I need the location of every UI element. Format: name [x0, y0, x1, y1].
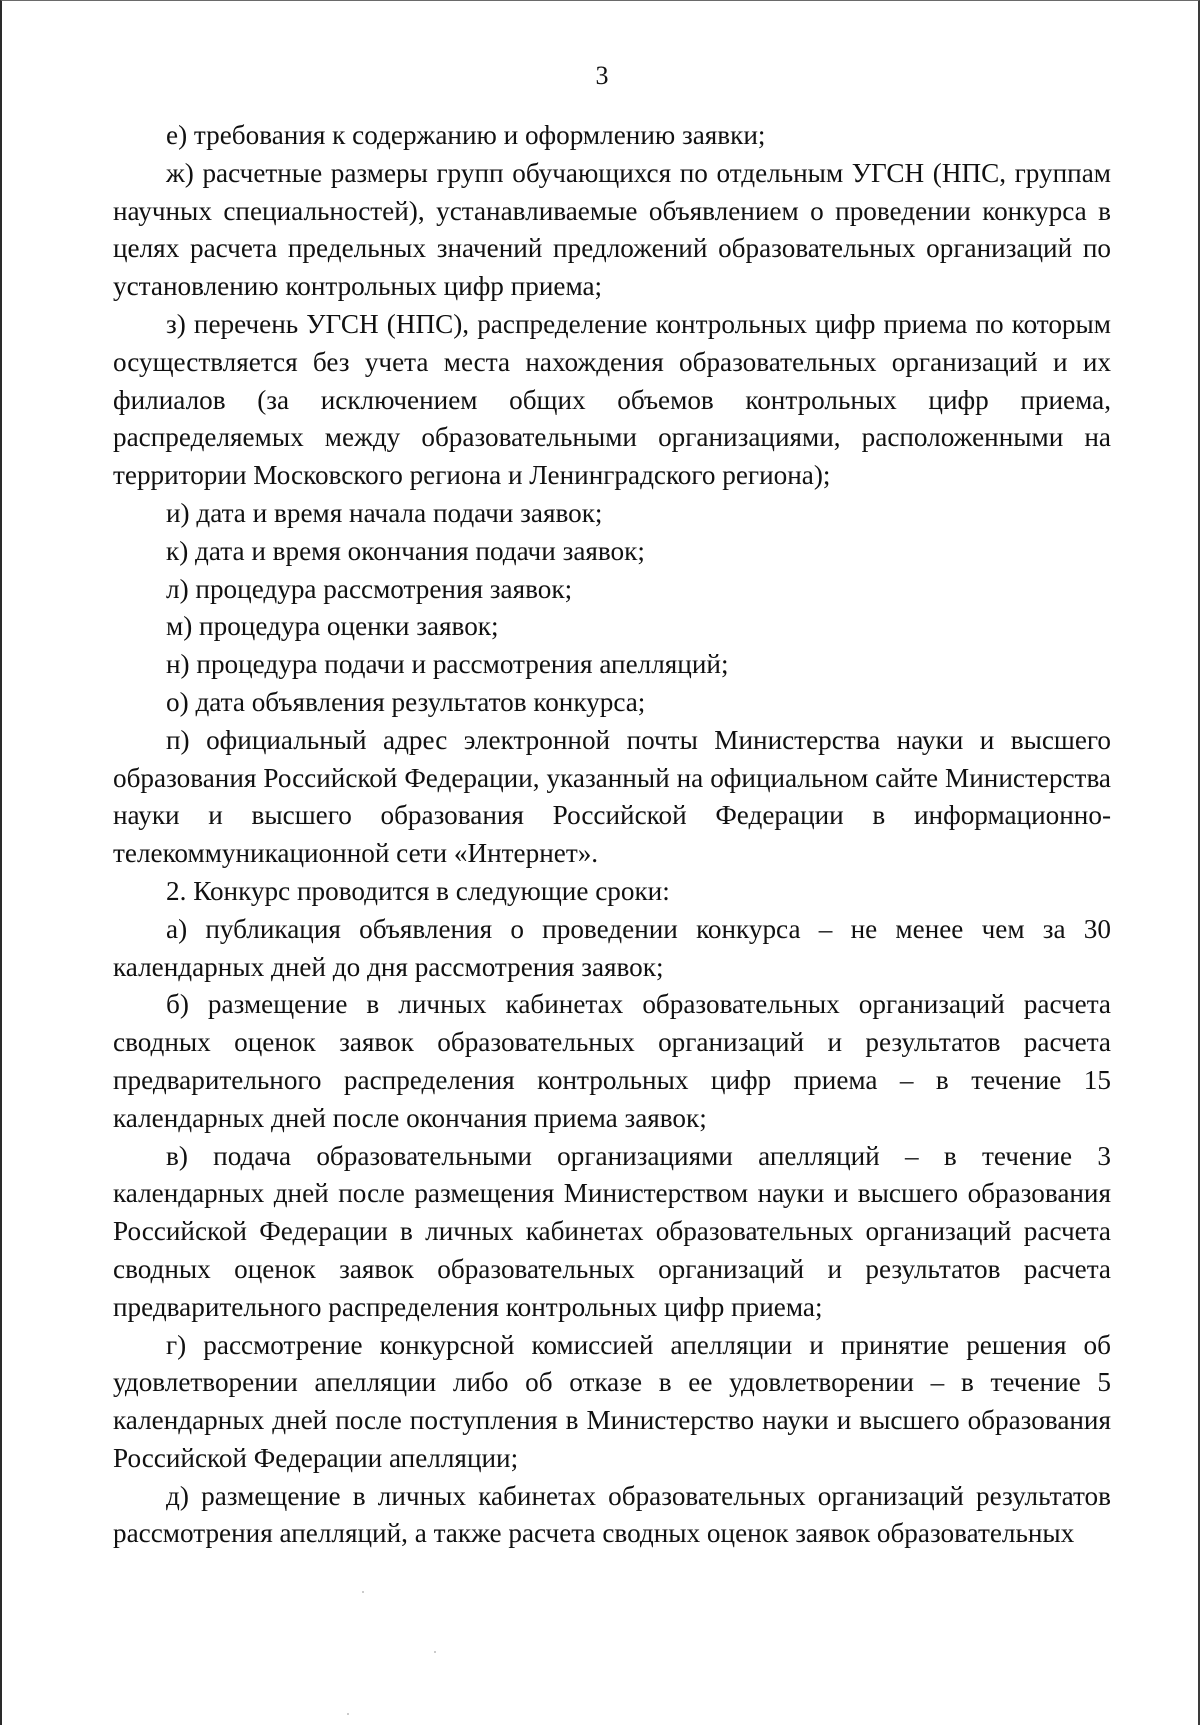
page-number: 3 [595, 61, 609, 90]
paragraph-g-appeal-review: г) рассмотрение конкурсной комиссией апелляции и принятие решения об удовлетворении апелляции либо об отказе в ее удовлетворении – в течение 5 календарных дней после поступления в Министерство науки и высшего образования Российской Федерации апелляции; [113, 1329, 1111, 1473]
paragraph-zh-group-sizes: ж) расчетные размеры групп обучающихся по отдельным УГСН (НПС, группам научных специальностей), устанавливаемые объявлением о проведении конкурса в целях расчета предельных значений предложений образовательных организаций по установлению контрольных цифр приема; [113, 157, 1111, 302]
paragraph-d-results-placement: д) размещение в личных кабинетах образовательных организаций результатов рассмотрения апелляций, а также расчета сводных оценок заявок образовательных [113, 1480, 1111, 1549]
paragraph-b-placement: б) размещение в личных кабинетах образовательных организаций расчета сводных оценок заявок образовательных организаций и результатов расчета предварительного распределения контрольных цифр приема – в течение 15 календарных дней после окончания приема заявок; [113, 989, 1111, 1133]
paragraph-e-application-requirements: е) требования к содержанию и оформлению заявки; [166, 120, 766, 150]
paragraph-z-ugsn-list: з) перечень УГСН (НПС), распределение контрольных цифр приема по которым осуществляется без учета места нахождения образовательных организаций и их филиалов (за исключением общих объемов контрольных цифр приема, распределяемых между образовательными организациями, расположенными на территории Московского региона и Ленинградского региона); [113, 308, 1111, 491]
scan-speck [347, 1713, 349, 1715]
paragraph-k-end-date: к) дата и время окончания подачи заявок; [166, 535, 645, 566]
paragraph-v-appeals-filing: в) подача образовательными организациями апелляций – в течение 3 календарных дней после размещения Министерством науки и высшего образования Российской Федерации в личных кабинетах образовательных организаций расчета сводных оценок заявок образовательных организаций и результатов расчета предварительного распределения контрольных цифр приема; [113, 1140, 1111, 1322]
scan-speck [434, 1651, 436, 1653]
scan-speck [362, 1591, 364, 1593]
paragraph-l-review-procedure: л) процедура рассмотрения заявок; [166, 573, 573, 604]
paragraph-a-announcement: а) публикация объявления о проведении конкурса – не менее чем за 30 календарных дней до дня рассмотрения заявок; [113, 913, 1111, 982]
document-body [113, 117, 1111, 1553]
paragraph-i-start-date: и) дата и время начала подачи заявок; [166, 497, 603, 528]
paragraph-p-official-email: п) официальный адрес электронной почты Министерства науки и высшего образования Российской Федерации, указанный на официальном сайте Министерства науки и высшего образования Российской Федерации в информационно-телекоммуникационной сети «Интернет». [113, 724, 1111, 869]
paragraph-o-results-date: о) дата объявления результатов конкурса; [166, 686, 646, 717]
paragraph-n-appeals-procedure: н) процедура подачи и рассмотрения апелляций; [166, 649, 729, 680]
paragraph-2-deadlines-heading: 2. Конкурс проводится в следующие сроки: [166, 875, 670, 906]
paragraph-m-evaluation-procedure: м) процедура оценки заявок; [166, 611, 499, 642]
